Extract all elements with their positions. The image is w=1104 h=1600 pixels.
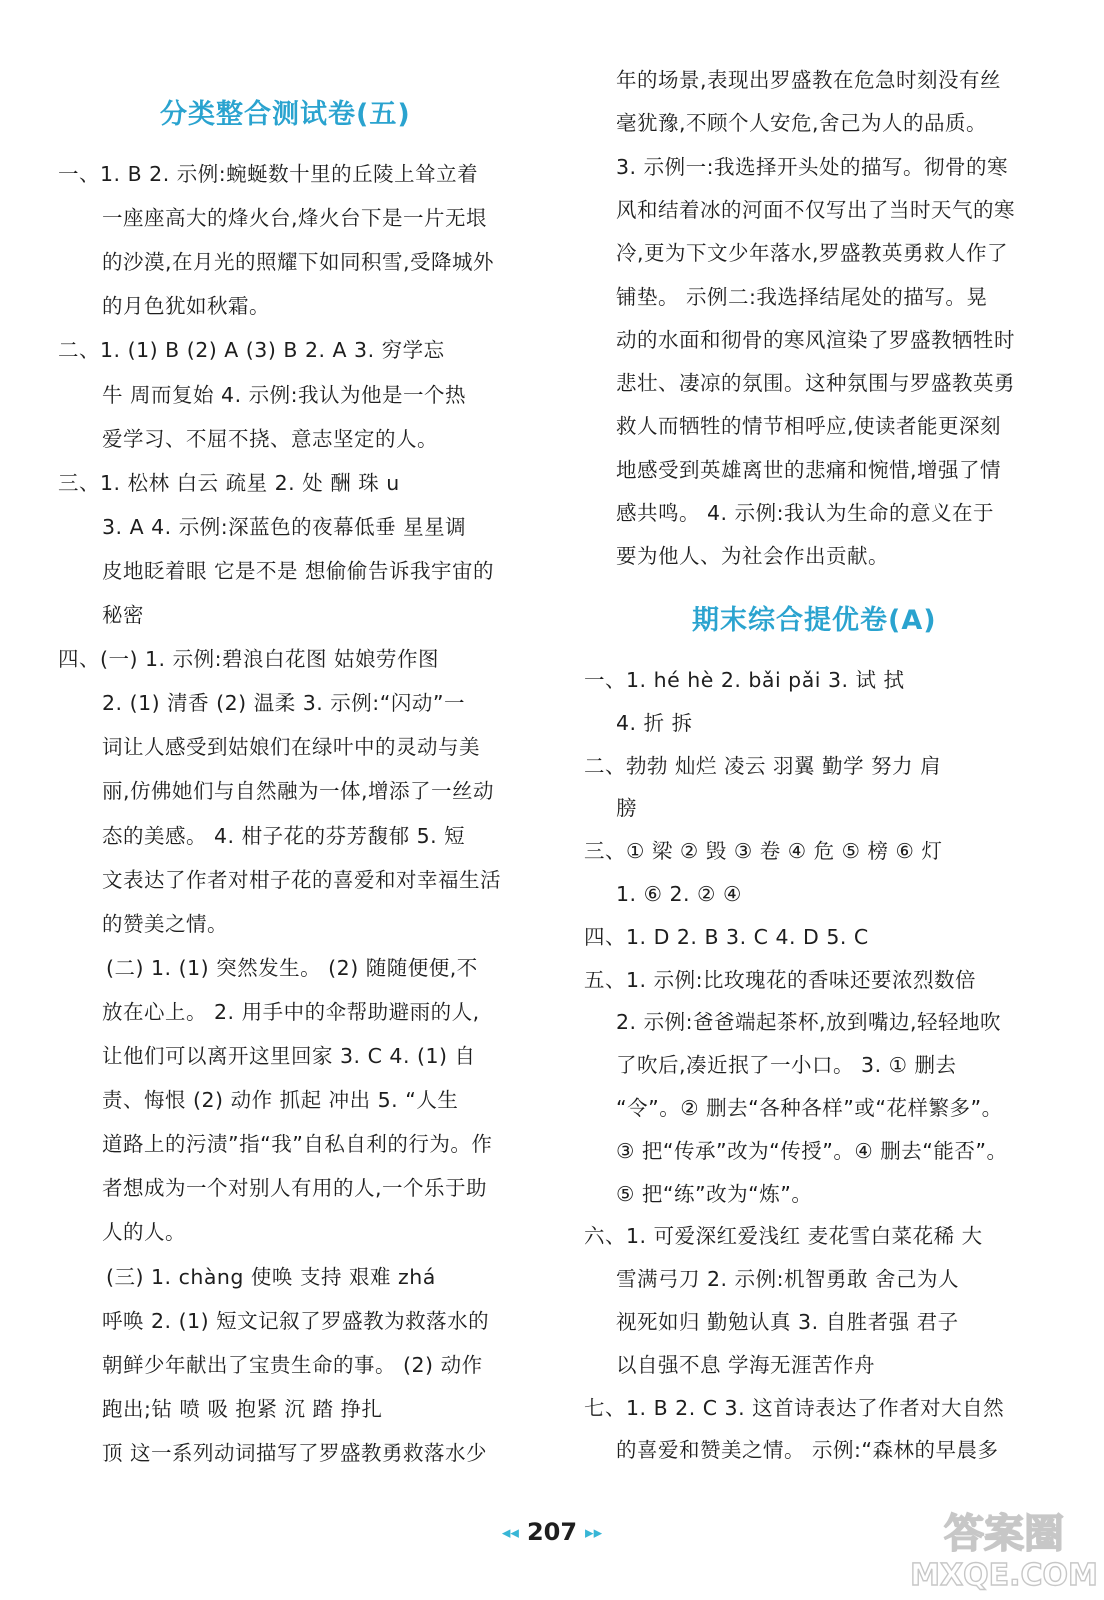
answer-line: 救人而牺牲的情节相呼应,使读者能更深刻 — [616, 414, 1002, 439]
answer-line: 2. (1) 清香 (2) 温柔 3. 示例:“闪动”一 — [102, 691, 465, 716]
answer-line: 的月色犹如秋霜。 — [102, 294, 270, 319]
answer-line: 三、① 梁 ② 毁 ③ 卷 ④ 危 ⑤ 榜 ⑥ 灯 — [584, 839, 943, 864]
answer-line: 视死如归 勤勉认真 3. 自胜者强 君子 — [616, 1310, 959, 1334]
answer-line: 人的人。 — [102, 1220, 186, 1245]
answer-line: 丽,仿佛她们与自然融为一体,增添了一丝动 — [102, 779, 495, 804]
answer-line: 呼唤 2. (1) 短文记叙了罗盛教为救落水的 — [102, 1308, 490, 1333]
answer-line: 3. 示例一:我选择开头处的描写。彻骨的寒 — [616, 154, 1008, 179]
answer-line: 三、1. 松林 白云 疏星 2. 处 酬 珠 u — [58, 470, 400, 495]
answer-line: 顶 这一系列动词描写了罗盛教勇救落水少 — [102, 1440, 488, 1465]
answer-line: 冷,更为下文少年落水,罗盛教英勇救人作了 — [616, 241, 1009, 266]
answer-line: 秘密 — [102, 603, 144, 627]
page-number: 207 — [526, 1518, 578, 1546]
answer-line: 地感受到英雄离世的悲痛和惋惜,增强了情 — [616, 457, 1002, 482]
answer-line: ⑤ 把“练”改为“炼”。 — [616, 1181, 813, 1206]
answer-line: 1. ⑥ 2. ② ④ — [616, 882, 742, 906]
answer-line: 跑出;钻 喷 吸 抱紧 沉 踏 挣扎 — [102, 1396, 383, 1421]
watermark-brand-text: 答案圈 — [944, 1511, 1064, 1557]
answer-line: 二、勃勃 灿烂 凌云 羽翼 勤学 努力 肩 — [584, 753, 942, 778]
answer-line: 爱学习、不屈不挠、意志坚定的人。 — [102, 426, 438, 451]
answer-line: 风和结着冰的河面不仅写出了当时天气的寒 — [616, 197, 1015, 222]
answer-line: 道路上的污渍”指“我”自私自利的行为。作 — [102, 1132, 493, 1157]
answer-line: 二、1. (1) B (2) A (3) B 2. A 3. 穷学忘 — [58, 338, 445, 363]
section-title-final-exam-a: 期末综合提优卷(A) — [692, 605, 937, 636]
answer-line: 皮地眨着眼 它是不是 想偷偷告诉我宇宙的 — [102, 558, 495, 583]
answer-line: 年的场景,表现出罗盛教在危急时刻没有丝 — [616, 68, 1002, 92]
answer-line: 一、1. B 2. 示例:蜿蜒数十里的丘陵上耸立着 — [58, 162, 479, 186]
watermark-logo — [910, 1505, 1098, 1595]
answer-line: 2. 示例:爸爸端起茶杯,放到嘴边,轻轻地吹 — [616, 1010, 1002, 1035]
watermark-url-text: MXQE.COM — [910, 1558, 1098, 1593]
answer-line: 七、1. B 2. C 3. 这首诗表达了作者对大自然 — [584, 1395, 1005, 1420]
answer-line: 雪满弓刀 2. 示例:机智勇敢 舍己为人 — [616, 1267, 960, 1292]
answer-line: 铺垫。 示例二:我选择结尾处的描写。晃 — [616, 284, 988, 309]
answer-line: 四、1. D 2. B 3. C 4. D 5. C — [584, 924, 869, 949]
answer-line: 膀 — [616, 796, 637, 821]
section-title-unit-test-5: 分类整合测试卷(五) — [160, 99, 411, 130]
answer-line: 者想成为一个对别人有用的人,一个乐于助 — [102, 1176, 488, 1201]
answer-line: 四、(一) 1. 示例:碧浪白花图 姑娘劳作图 — [58, 647, 440, 672]
answer-line: 动的水面和彻骨的寒风渲染了罗盛教牺牲时 — [616, 327, 1015, 352]
answer-line: 以自强不息 学海无涯苦作舟 — [616, 1352, 876, 1377]
answer-line: 让他们可以离开这里回家 3. C 4. (1) 自 — [102, 1044, 476, 1068]
answer-line: 一、1. hé hè 2. bǎi pǎi 3. 试 拭 — [584, 668, 905, 692]
answer-line: 态的美感。 4. 柑子花的芬芳馥郁 5. 短 — [102, 823, 466, 848]
answer-line: 六、1. 可爱深红爱浅红 麦花雪白菜花稀 大 — [584, 1224, 983, 1249]
answer-line: 的喜爱和赞美之情。 示例:“森林的早晨多 — [616, 1438, 999, 1463]
answer-line: (三) 1. chàng 使唤 支持 艰难 zhá — [106, 1264, 436, 1289]
answer-line: “令”。② 删去“各种各样”或“花样繁多”。 — [616, 1096, 1003, 1120]
answer-line: 一座座高大的烽火台,烽火台下是一片无垠 — [102, 206, 488, 231]
answer-line: 词让人感受到姑娘们在绿叶中的灵动与美 — [102, 735, 480, 760]
answer-line: 放在心上。 2. 用手中的伞帮助避雨的人, — [102, 999, 480, 1024]
answer-line: (二) 1. (1) 突然发生。 (2) 随随便便,不 — [106, 955, 478, 980]
answer-line: 了吹后,凑近抿了一小口。 3. ① 删去 — [616, 1053, 957, 1078]
answer-line: 4. 折 拆 — [616, 710, 693, 735]
answer-line: 文表达了作者对柑子花的喜爱和对幸福生活 — [102, 867, 501, 892]
answer-line: 的赞美之情。 — [102, 911, 228, 936]
answer-line: 毫犹豫,不顾个人安危,舍己为人的品质。 — [616, 111, 988, 136]
answer-line: 3. A 4. 示例:深蓝色的夜幕低垂 星星调 — [102, 514, 467, 539]
next-arrows-icon: ▸▸ — [585, 1523, 603, 1543]
answer-line: 朝鲜少年献出了宝贵生命的事。 (2) 动作 — [102, 1352, 483, 1377]
answer-line: 要为他人、为社会作出贡献。 — [616, 544, 889, 569]
answer-line: 牛 周而复始 4. 示例:我认为他是一个热 — [102, 382, 467, 407]
answer-line: ③ 把“传承”改为“传授”。④ 删去“能否”。 — [616, 1138, 1008, 1163]
answer-line: 感共鸣。 4. 示例:我认为生命的意义在于 — [616, 501, 994, 525]
answer-line: 责、悔恨 (2) 动作 抓起 冲出 5. “人生 — [102, 1088, 459, 1113]
answer-line: 的沙漠,在月光的照耀下如同积雪,受降城外 — [102, 250, 495, 275]
prev-arrows-icon: ◂◂ — [501, 1523, 519, 1543]
answer-line: 悲壮、凄凉的氛围。这种氛围与罗盛教英勇 — [616, 371, 1015, 396]
answer-line: 五、1. 示例:比玫瑰花的香味还要浓烈数倍 — [584, 967, 976, 992]
